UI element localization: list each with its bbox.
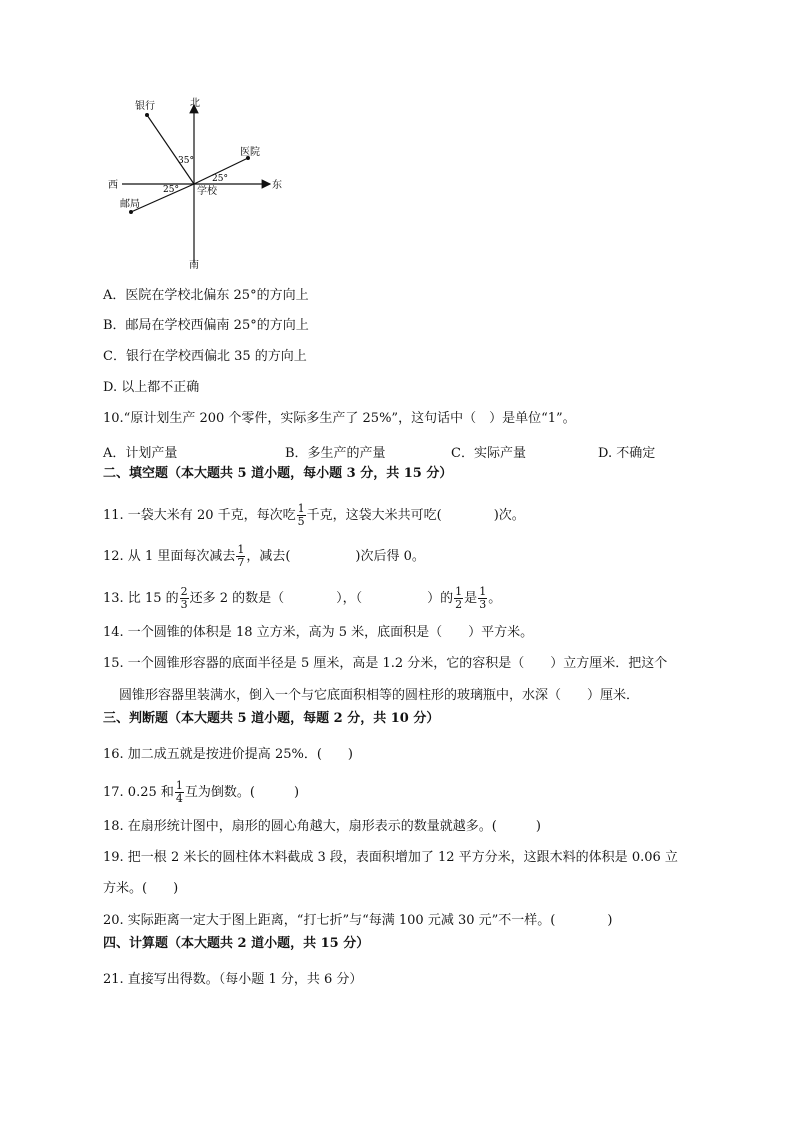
q11-post: 千克，这袋大米共可吃( )次。 [306, 508, 525, 523]
q18: 18. 在扇形统计图中，扇形的圆心角越大，扇形表示的数量就越多。( ) [103, 819, 541, 834]
q15-line-1: 15. 一个圆锥形容器的底面半径是 5 厘米，高是 1.2 分米，它的容积是（ ）立方厘米．把这个 [103, 656, 668, 671]
q17 [103, 780, 299, 805]
section-4-heading: 四、计算题（本大题共 2 道小题，共 15 分） [103, 936, 370, 951]
q9-option-c: C．银行在学校西偏北 35 的方向上 [103, 349, 307, 364]
q13 [103, 586, 501, 611]
q11 [103, 503, 525, 528]
q17-frac-den: 4 [175, 792, 183, 805]
q17-post: 互为倒数。( ) [184, 785, 300, 800]
q10-option-a: A．计划产量 [103, 446, 178, 461]
q13-fraction-2 [454, 586, 463, 611]
q15-line-2: 圆锥形容器里装满水，倒入一个与它底面积相等的圆柱形的玻璃瓶中，水深（ ）厘米． [119, 688, 640, 703]
q11-fraction [297, 503, 306, 528]
angle-bank: 35° [178, 156, 194, 166]
q12-pre: 12. 从 1 里面每次减去 [103, 549, 236, 564]
south-label: 南 [189, 260, 199, 270]
q13-mid: 还多 2 的数是（ ），（ ）的 [189, 591, 454, 606]
q11-frac-num: 1 [297, 502, 305, 515]
q9-option-d: D. 以上都不正确 [103, 380, 200, 395]
q13-frac1-num: 2 [180, 585, 188, 598]
school-label: 学校 [197, 186, 217, 197]
q13-frac3-den: 3 [479, 598, 487, 611]
bank-line [147, 115, 194, 184]
q13-frac2-den: 2 [455, 598, 463, 611]
post-label: 邮局 [120, 199, 140, 210]
q12-post: ，减去( )次后得 0。 [246, 549, 425, 564]
bank-dot [145, 113, 149, 117]
q13-post: 。 [488, 591, 502, 606]
east-label: 东 [272, 180, 282, 191]
post-dot [129, 210, 133, 214]
q13-mid2: 是 [464, 591, 478, 606]
direction-diagram [100, 95, 300, 270]
q10-option-c: C．实际产量 [451, 446, 526, 461]
angle-hospital: 25° [212, 174, 228, 184]
q10-option-b: B．多生产的产量 [285, 446, 386, 461]
q9-option-b: B．邮局在学校西偏南 25°的方向上 [103, 318, 309, 333]
angle-post: 25° [163, 185, 179, 195]
q10-text: 10.“原计划生产 200 个零件，实际多生产了 25%”，这句话中（ ）是单位“1”。 [103, 411, 576, 426]
north-label: 北 [190, 98, 200, 109]
q13-pre: 13. 比 15 的 [103, 591, 179, 606]
q13-fraction-3 [478, 586, 487, 611]
q20: 20. 实际距离一定大于图上距离，“打七折”与“每满 100 元减 30 元”不一样。( ) [103, 913, 613, 928]
hospital-label: 医院 [240, 147, 260, 158]
q19-line-1: 19. 把一根 2 米长的圆柱体木料截成 3 段，表面积增加了 12 平方分米，这跟木料的体积是 0.06 立 [103, 850, 678, 865]
q13-fraction-1 [180, 586, 189, 611]
q13-frac3-num: 1 [479, 585, 487, 598]
section-2-heading: 二、填空题（本大题共 5 道小题，每小题 3 分，共 15 分） [103, 466, 453, 481]
section-3-heading: 三、判断题（本大题共 5 道小题，每题 2 分，共 10 分） [103, 711, 440, 726]
q12-fraction [236, 544, 245, 569]
q17-fraction [175, 780, 184, 805]
q13-frac2-num: 1 [455, 585, 463, 598]
q14: 14. 一个圆锥的体积是 18 立方米，高为 5 米，底面积是（ ）平方米。 [103, 625, 534, 640]
q17-frac-num: 1 [175, 779, 183, 792]
q11-frac-den: 5 [297, 515, 305, 528]
q10-option-d: D. 不确定 [598, 446, 656, 461]
west-label: 西 [108, 180, 118, 191]
q17-pre: 17. 0.25 和 [103, 785, 174, 800]
q12 [103, 544, 425, 569]
q12-frac-num: 1 [237, 543, 245, 556]
q11-pre: 11. 一袋大米有 20 千克，每次吃 [103, 508, 296, 523]
q9-option-a: A．医院在学校北偏东 25°的方向上 [103, 288, 309, 303]
q19-line-2: 方米。( ) [103, 881, 179, 896]
q21: 21. 直接写出得数。（每小题 1 分，共 6 分） [103, 972, 363, 987]
q12-frac-den: 7 [237, 556, 245, 569]
q16: 16. 加二成五就是按进价提高 25%．( ) [103, 747, 353, 762]
q13-frac1-den: 3 [180, 598, 188, 611]
bank-label: 银行 [135, 101, 155, 112]
